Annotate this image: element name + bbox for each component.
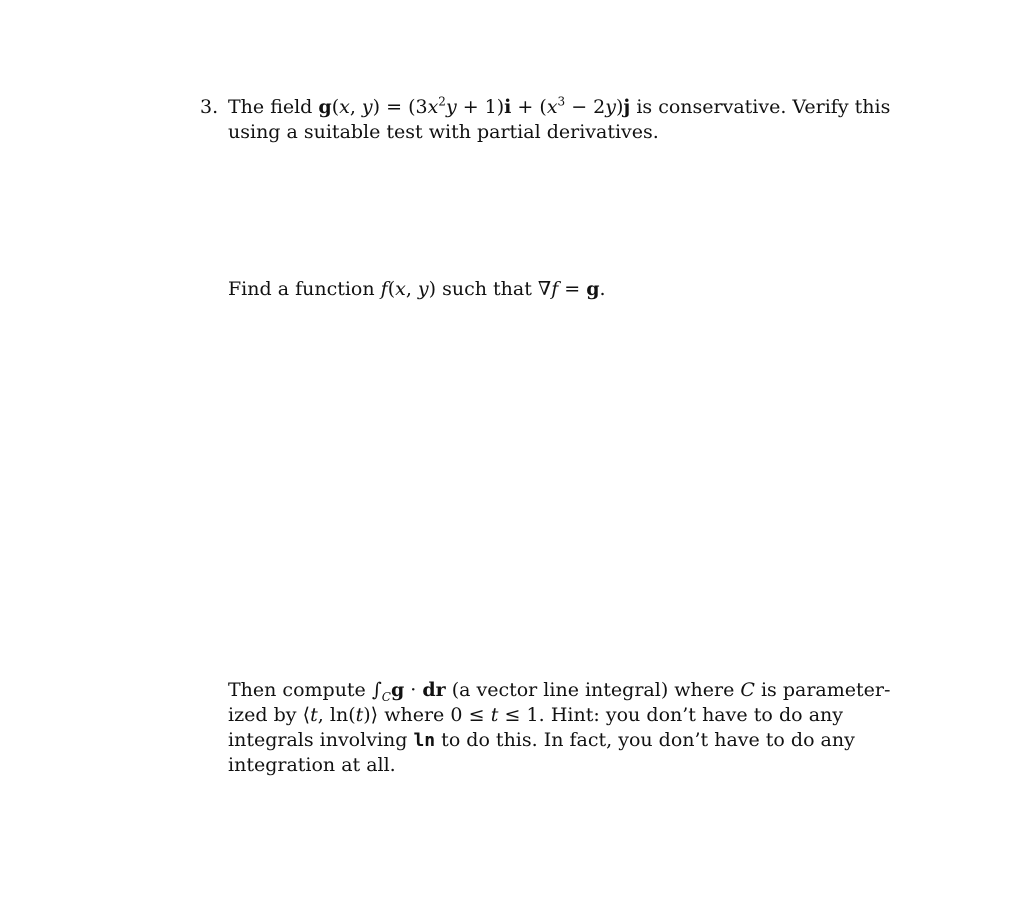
- text: ≤ 1. Hint: you don’t have to do any: [498, 704, 843, 726]
- text: + (: [511, 96, 547, 118]
- text: ): [428, 278, 437, 300]
- vector-g: g: [586, 278, 600, 300]
- var-t: t: [490, 704, 499, 726]
- problem-number: 3.: [200, 96, 219, 118]
- var-x: x: [427, 96, 439, 118]
- part-b-line: [228, 277, 843, 302]
- part-c-line-3: [228, 728, 855, 753]
- vector-g: g: [318, 96, 332, 118]
- var-x: x: [546, 96, 558, 118]
- vector-dr: dr: [422, 679, 446, 701]
- exponent: 3: [557, 94, 566, 109]
- text: (: [387, 278, 396, 300]
- part-c-line-2: [228, 703, 843, 728]
- vector-g: g: [390, 679, 405, 701]
- text: .: [599, 278, 606, 300]
- exponent: 2: [438, 94, 446, 109]
- curve-C: C: [740, 679, 755, 701]
- text: ,: [405, 278, 418, 300]
- var-y: y: [361, 96, 373, 118]
- text: ized by ⟨: [228, 704, 311, 726]
- unit-vector-j: j: [623, 96, 631, 118]
- unit-vector-i: i: [504, 96, 512, 118]
- function-f: f: [551, 278, 559, 300]
- text: =: [558, 278, 587, 300]
- text: ,: [349, 96, 362, 118]
- integral-symbol: ∫: [371, 679, 382, 701]
- text: (a vector line integral) where: [445, 679, 741, 701]
- text: , ln(: [317, 704, 356, 726]
- text: integrals involving: [228, 729, 414, 751]
- text: ) = (3: [372, 96, 428, 118]
- part-c-line-1: [228, 678, 891, 704]
- var-t: t: [310, 704, 318, 726]
- text: Then compute: [228, 679, 372, 701]
- function-f: f: [380, 278, 388, 300]
- part-c-question: [228, 678, 891, 778]
- text: Find a function: [228, 278, 381, 300]
- text: to do this. In fact, you don’t have to do any: [435, 729, 855, 751]
- var-x: x: [339, 96, 350, 118]
- text: is conservative. Verify this: [630, 96, 891, 118]
- text: is parameter-: [754, 679, 891, 701]
- var-y: y: [445, 96, 457, 118]
- code-ln: ln: [413, 730, 436, 751]
- problem-statement-line-2: using a suitable test with partial derivatives.: [228, 121, 659, 143]
- var-t: t: [355, 704, 364, 726]
- text: such that: [436, 278, 538, 300]
- text: (: [331, 96, 340, 118]
- text: ): [616, 96, 624, 118]
- text: − 2: [565, 96, 606, 118]
- var-y: y: [417, 278, 429, 300]
- text: The field: [228, 96, 319, 118]
- nabla-symbol: ∇: [537, 278, 552, 300]
- var-x: x: [395, 278, 406, 300]
- curve-subscript: C: [381, 689, 391, 704]
- part-c-line-4: integration at all.: [228, 754, 396, 776]
- problem-statement: [228, 94, 891, 145]
- var-y: y: [605, 96, 616, 118]
- problem-statement-line-1: [228, 94, 891, 120]
- text: )⟩ where 0 ≤: [363, 704, 491, 726]
- part-b-question: [228, 277, 843, 302]
- text: ·: [404, 679, 423, 701]
- text: + 1): [456, 96, 505, 118]
